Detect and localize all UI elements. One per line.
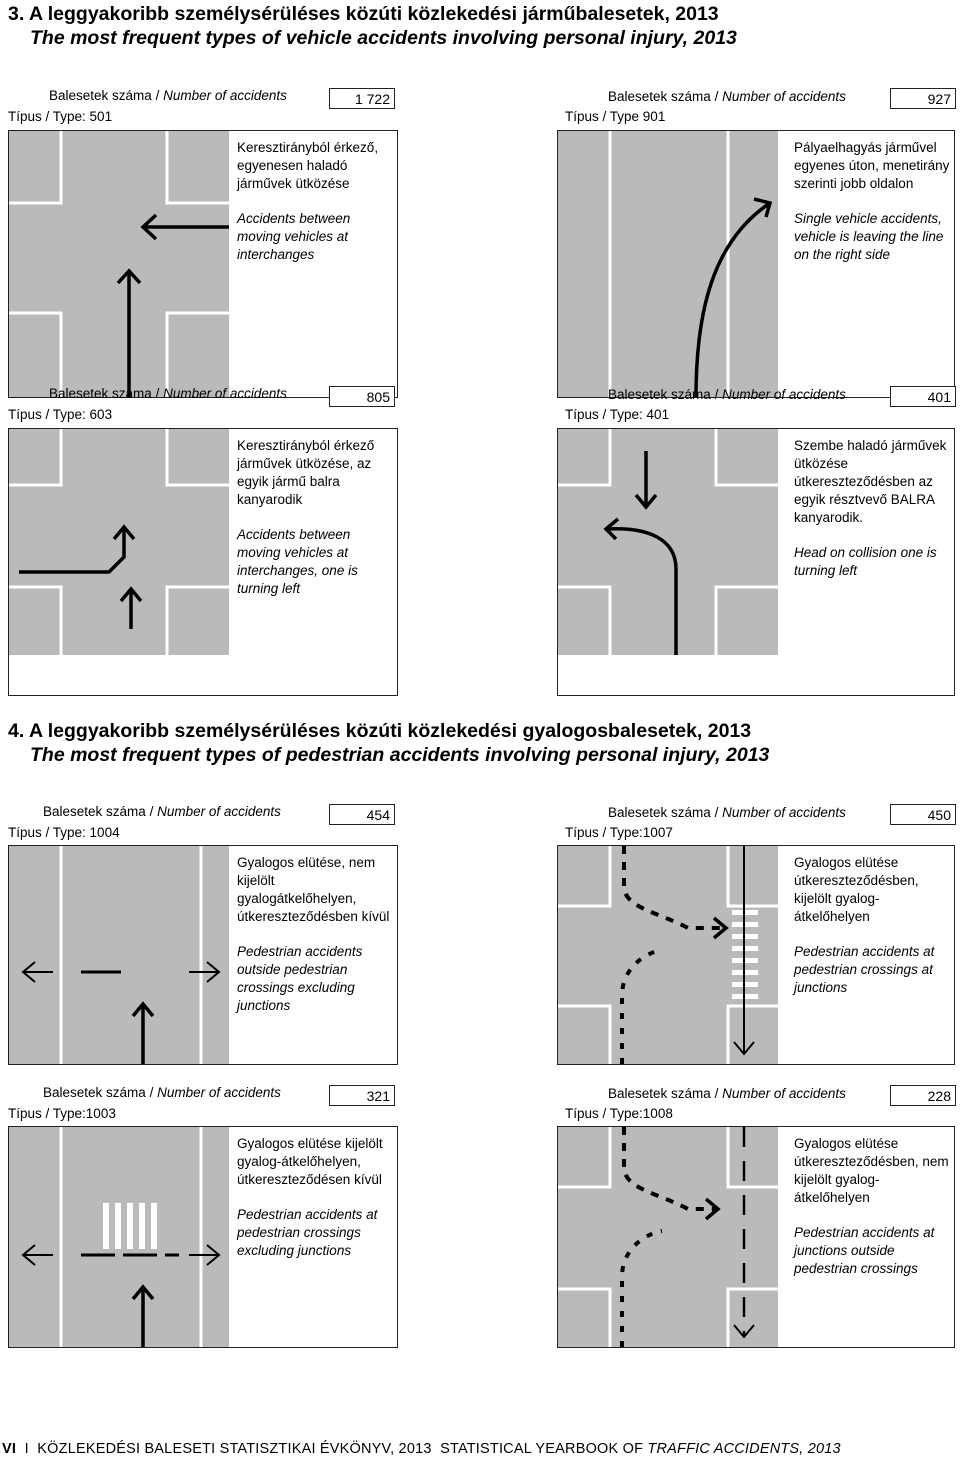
diagram-frame (8, 845, 398, 1065)
accident-count: 321 (329, 1085, 395, 1106)
type-label: Típus / Type 901 (565, 109, 666, 124)
description-en: Pedestrian accidents at pedestrian crossings excluding junctions (237, 1207, 378, 1258)
section-4-title-en: The most frequent types of pedestrian accidents involving personal injury, 2013 (30, 744, 770, 766)
count-label: Balesetek száma / Number of accidents (608, 805, 846, 820)
description-en: Pedestrian accidents at pedestrian crossings at junctions (794, 944, 935, 995)
type-label: Típus / Type:1003 (8, 1106, 116, 1121)
section-3-title-hu: 3. A leggyakoribb személysérüléses közúti közlekedési járműbalesetek, 2013 (8, 3, 719, 25)
footer-title-hu: KÖZLEKEDÉSI BALESETI STATISZTIKAI ÉVKÖNYV, 2013 (37, 1441, 432, 1457)
pedestrian-panel-1003 (8, 1085, 398, 1414)
footer-title-en: STATISTICAL YEARBOOK OF (440, 1441, 644, 1457)
pedestrian-panel-1008 (565, 1086, 955, 1414)
diagram-frame (8, 1126, 398, 1348)
accident-count: 805 (329, 386, 395, 407)
footer-title-en-italic: TRAFFIC ACCIDENTS, 2013 (647, 1441, 841, 1457)
intersection-diagram (558, 846, 778, 1064)
description-en: Accidents between moving vehicles at interchanges, one is turning left (237, 527, 358, 596)
count-label: Balesetek száma / Number of accidents (49, 386, 287, 401)
description-hu: Gyalogos elütése útkereszteződésben, nem kijelölt gyalog-átkelőhelyen (794, 1136, 949, 1205)
straight-road-diagram (558, 131, 778, 397)
description-en: Head on collision one is turning left (794, 545, 937, 578)
accident-count: 228 (890, 1085, 956, 1106)
description-hu: Gyalogos elütése kijelölt gyalog-átkelőhelyen, útkereszteződésen kívül (237, 1136, 383, 1187)
description-hu: Keresztirányból érkező, egyenesen haladó járművek ütközése (237, 140, 379, 191)
accident-panel-901 (565, 89, 955, 417)
page-footer (2, 1441, 841, 1457)
accident-description (794, 854, 950, 997)
type-label: Típus / Type:1008 (565, 1106, 673, 1121)
accident-count: 450 (890, 804, 956, 825)
type-label: Típus / Type:1007 (565, 825, 673, 840)
intersection-diagram (9, 429, 229, 655)
accident-description (237, 437, 393, 598)
description-en: Pedestrian accidents at junctions outside pedestrian crossings (794, 1225, 935, 1276)
description-hu: Gyalogos elütése útkereszteződésben, kijelölt gyalog-átkelőhelyen (794, 855, 919, 924)
intersection-diagram (558, 1127, 778, 1347)
description-hu: Pályaelhagyás járművel egyenes úton, menetirány szerinti jobb oldalon (794, 140, 950, 191)
accident-description (794, 139, 950, 264)
straight-road-diagram (9, 1127, 229, 1347)
footer-separator: I (24, 1441, 29, 1457)
diagram-frame (557, 1126, 955, 1348)
accident-description (237, 854, 393, 1015)
intersection-diagram (558, 429, 778, 655)
description-en: Pedestrian accidents outside pedestrian crossings excluding junctions (237, 944, 363, 1013)
accident-count: 927 (890, 88, 956, 109)
type-label: Típus / Type: 501 (8, 109, 113, 124)
accident-description (237, 1135, 393, 1260)
section-4-title-hu: 4. A leggyakoribb személysérüléses közúti közlekedési gyalogosbalesetek, 2013 (8, 720, 752, 742)
count-label: Balesetek száma / Number of accidents (608, 1086, 846, 1101)
count-label: Balesetek száma / Number of accidents (49, 88, 287, 103)
accident-description (237, 139, 393, 264)
accident-count: 401 (890, 386, 956, 407)
count-label: Balesetek száma / Number of accidents (608, 89, 846, 104)
type-label: Típus / Type: 603 (8, 407, 113, 422)
count-label: Balesetek száma / Number of accidents (43, 1085, 281, 1100)
section-4-title (8, 719, 769, 767)
straight-road-diagram (9, 846, 229, 1064)
accident-description (794, 437, 950, 580)
description-hu: Gyalogos elütése, nem kijelölt gyalogátkelőhelyen, útkereszteződésben kívül (237, 855, 390, 924)
diagram-frame (557, 130, 955, 398)
type-label: Típus / Type: 401 (565, 407, 670, 422)
accident-count: 454 (329, 804, 395, 825)
intersection-diagram (9, 131, 229, 397)
diagram-frame (557, 428, 955, 696)
accident-panel-401 (565, 387, 955, 715)
section-3-title-en: The most frequent types of vehicle accidents involving personal injury, 2013 (30, 27, 737, 49)
accident-description (794, 1135, 950, 1278)
description-en: Single vehicle accidents, vehicle is leaving the line on the right side (794, 211, 944, 262)
count-label: Balesetek száma / Number of accidents (608, 387, 846, 402)
accident-panel-501 (8, 88, 398, 417)
description-hu: Szembe haladó járművek ütközése útkereszteződésben az egyik résztvevő BALRA kanyarodik. (794, 438, 947, 525)
diagram-frame (8, 428, 398, 696)
accident-panel-603 (8, 386, 398, 715)
section-3-title (8, 2, 737, 50)
accident-count: 1 722 (329, 88, 395, 109)
description-en: Accidents between moving vehicles at interchanges (237, 211, 351, 262)
type-label: Típus / Type: 1004 (8, 825, 120, 840)
description-hu: Keresztirányból érkező járművek ütközése, az egyik jármű balra kanyarodik (237, 438, 375, 507)
page-number: VI (2, 1441, 17, 1457)
diagram-frame (557, 845, 955, 1065)
count-label: Balesetek száma / Number of accidents (43, 804, 281, 819)
diagram-frame (8, 130, 398, 398)
